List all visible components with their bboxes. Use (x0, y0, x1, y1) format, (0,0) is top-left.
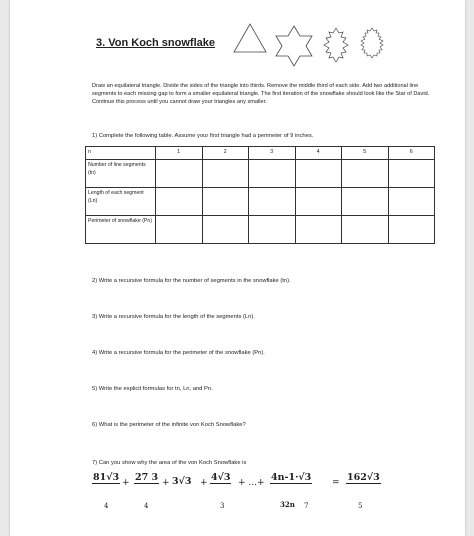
answer-cell[interactable] (388, 188, 435, 216)
formula-operator: + (200, 478, 208, 488)
question-2: 2) Write a recursive formula for the number of segments in the snowflake (tn). (92, 278, 291, 284)
section-title: 3. Von Koch snowflake (96, 37, 215, 49)
question-1: 1) Complete the following table. Assume your first triangle had a perimeter of 9 inches. (92, 133, 314, 139)
formula-term: 81√3 (93, 472, 120, 483)
formula-operator: + (122, 478, 130, 488)
triangle-icon (234, 24, 266, 52)
table-row (86, 216, 435, 244)
table-header-cell: 2 (202, 147, 249, 160)
koch-table (85, 146, 435, 244)
row-label: Length of each segment (Ln) (86, 188, 156, 216)
table-header-row (86, 147, 435, 160)
row-label: Number of line segments (tn) (86, 160, 156, 188)
answer-cell[interactable] (342, 216, 389, 244)
answer-cell[interactable] (295, 188, 342, 216)
question-5: 5) Write the explicit formulas for tn, Ln, and Pn. (92, 386, 213, 392)
formula-operator: + ...+ (238, 478, 265, 488)
formula-term: 162√3 (347, 472, 380, 483)
formula-denominator: 3 (220, 502, 225, 510)
formula-term: 4n-1·√3 (271, 472, 312, 483)
answer-cell[interactable] (388, 216, 435, 244)
star-of-david-icon (276, 26, 312, 66)
formula-term: 3√3 (172, 476, 192, 487)
answer-cell[interactable] (342, 160, 389, 188)
answer-cell[interactable] (202, 188, 249, 216)
answer-cell[interactable] (202, 216, 249, 244)
question-3: 3) Write a recursive formula for the length of the segments (Ln). (92, 314, 255, 320)
formula-denominator: 7 (304, 502, 309, 510)
koch-iteration-2-icon (324, 28, 348, 62)
answer-cell[interactable] (249, 160, 296, 188)
answer-cell[interactable] (156, 188, 203, 216)
table-row (86, 160, 435, 188)
formula-term: 4√3 (211, 472, 231, 483)
formula-denominator: 4 (144, 502, 149, 510)
question-4: 4) Write a recursive formula for the perimeter of the snowflake (Pn). (92, 350, 265, 356)
table-header-cell: 1 (156, 147, 203, 160)
table-header-cell: 3 (249, 147, 296, 160)
formula-operator: = (332, 478, 340, 488)
answer-cell[interactable] (156, 160, 203, 188)
area-formula (92, 470, 392, 520)
table-header-cell: 6 (388, 147, 435, 160)
question-7: 7) Can you show why the area of the von Koch Snowflake is (92, 460, 247, 466)
answer-cell[interactable] (156, 216, 203, 244)
table-header-cell: 5 (342, 147, 389, 160)
table-row (86, 188, 435, 216)
formula-denominator: 5 (358, 502, 363, 510)
answer-cell[interactable] (342, 188, 389, 216)
answer-cell[interactable] (249, 188, 296, 216)
formula-operator: + (162, 478, 170, 488)
formula-denominator: 4 (104, 502, 109, 510)
koch-iteration-3-icon (361, 28, 383, 58)
formula-term: 27 3 (135, 472, 159, 483)
question-6: 6) What is the perimeter of the infinite von Koch Snowflake? (92, 422, 246, 428)
answer-cell[interactable] (295, 216, 342, 244)
answer-cell[interactable] (249, 216, 296, 244)
koch-snowflake-illustrations (232, 18, 392, 74)
row-label: Perimeter of snowflake (Pn) (86, 216, 156, 244)
table-header-cell: n (86, 147, 156, 160)
answer-cell[interactable] (388, 160, 435, 188)
table-header-cell: 4 (295, 147, 342, 160)
answer-cell[interactable] (202, 160, 249, 188)
answer-cell[interactable] (295, 160, 342, 188)
worksheet-page (10, 0, 465, 536)
instructions-paragraph: Draw an equilateral triangle. Divide the sides of the triangle into thirds. Remove the middle third of each side. Add two additional line segments to each missing gap to form a smaller equilateral triangle. The first iteration of the snowflake should look like the Star of David. Continue this process until you cannot draw your triangles any smaller. (92, 83, 430, 106)
formula-denominator: 32n (280, 500, 295, 509)
